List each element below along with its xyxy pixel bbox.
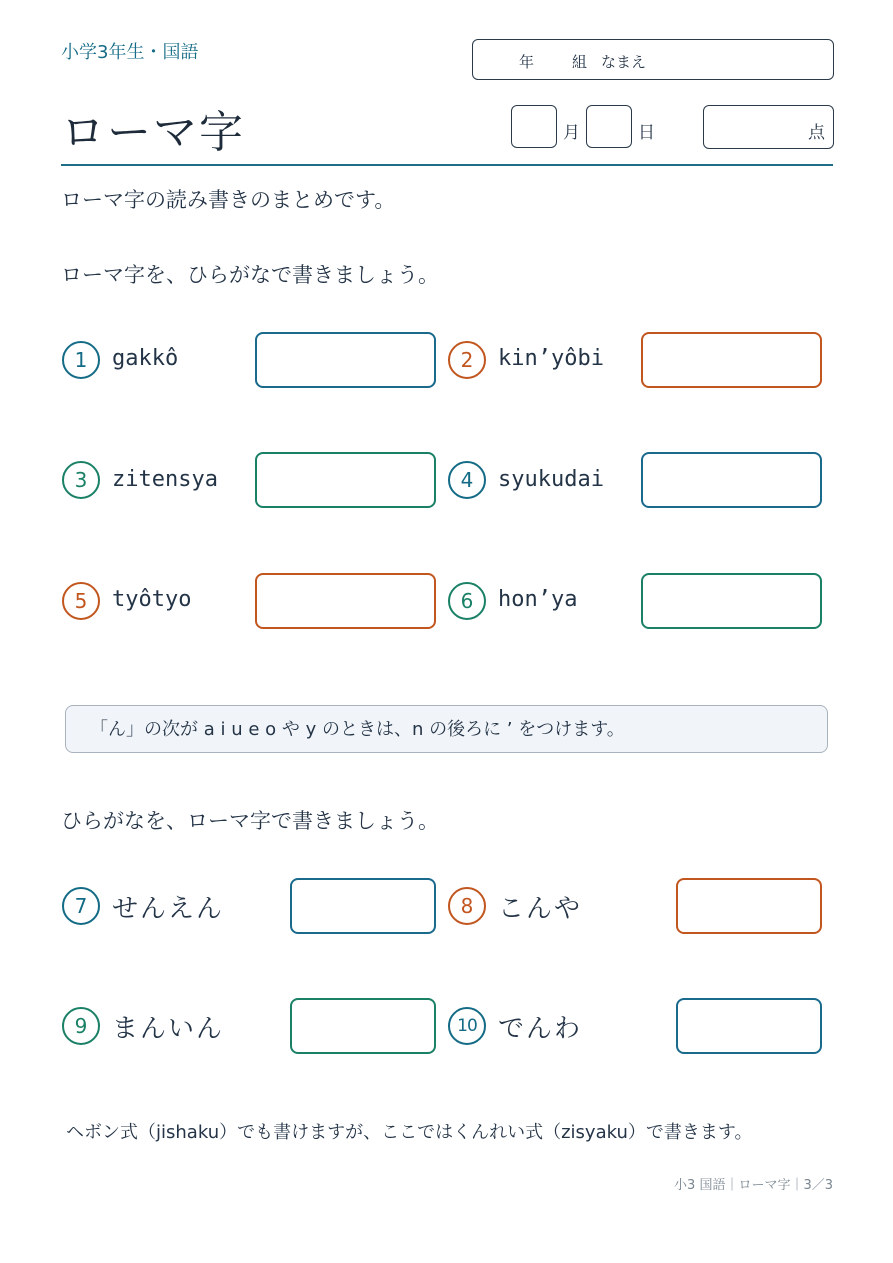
header-divider (61, 164, 833, 166)
question-7-word: せんえん (112, 894, 225, 924)
month-box[interactable] (511, 105, 557, 148)
name-label: なまえ (601, 53, 647, 71)
question-number-7: 7 (62, 887, 100, 925)
day-label: 日 (638, 123, 655, 143)
answer-box-5[interactable] (255, 573, 436, 629)
question-9-word: まんいん (112, 1014, 225, 1044)
answer-box-6[interactable] (641, 573, 822, 629)
question-number-3: 3 (62, 461, 100, 499)
grade-subject: 小学3年生・国語 (61, 42, 199, 63)
class-label: 組 (572, 53, 588, 71)
note-text: 「ん」の次が a i u e o や y のときは、n の後ろに ’ をつけます。 (90, 719, 625, 740)
note-box (65, 705, 828, 753)
question-5-word: tyôtyo (112, 587, 192, 612)
day-box[interactable] (586, 105, 632, 148)
answer-box-9[interactable] (290, 998, 436, 1054)
question-1-word: gakkô (112, 346, 179, 371)
answer-box-7[interactable] (290, 878, 436, 934)
question-number-6: 6 (448, 582, 486, 620)
page-title: ローマ字 (61, 107, 245, 158)
question-number-8: 8 (448, 887, 486, 925)
question-10-word: でんわ (498, 1014, 583, 1044)
name-box[interactable] (472, 39, 834, 80)
footnote: ヘボン式（jishaku）でも書けますが、ここではくんれい式（zisyaku）で書きます。 (66, 1122, 753, 1143)
answer-box-4[interactable] (641, 452, 822, 508)
section2-instruction: ひらがなを、ローマ字で書きましょう。 (61, 809, 439, 833)
answer-box-2[interactable] (641, 332, 822, 388)
question-3-word: zitensya (112, 467, 218, 492)
intro-text: ローマ字の読み書きのまとめです。 (61, 188, 396, 212)
question-8-word: こんや (498, 894, 583, 924)
question-number-1: 1 (62, 341, 100, 379)
score-box[interactable] (703, 105, 834, 149)
question-4-word: syukudai (498, 467, 604, 492)
question-2-word: kin’yôbi (498, 346, 604, 371)
question-number-2: 2 (448, 341, 486, 379)
year-label: 年 (519, 53, 535, 71)
question-number-10: 10 (448, 1007, 486, 1045)
question-number-9: 9 (62, 1007, 100, 1045)
answer-box-8[interactable] (676, 878, 822, 934)
answer-box-3[interactable] (255, 452, 436, 508)
question-number-4: 4 (448, 461, 486, 499)
month-label: 月 (563, 123, 580, 143)
page-footer: 小3 国語｜ローマ字｜3／3 (674, 1178, 833, 1193)
question-number-5: 5 (62, 582, 100, 620)
answer-box-1[interactable] (255, 332, 436, 388)
section1-instruction: ローマ字を、ひらがなで書きましょう。 (61, 263, 439, 287)
answer-box-10[interactable] (676, 998, 822, 1054)
question-6-word: hon’ya (498, 587, 578, 612)
score-label: 点 (808, 123, 825, 143)
